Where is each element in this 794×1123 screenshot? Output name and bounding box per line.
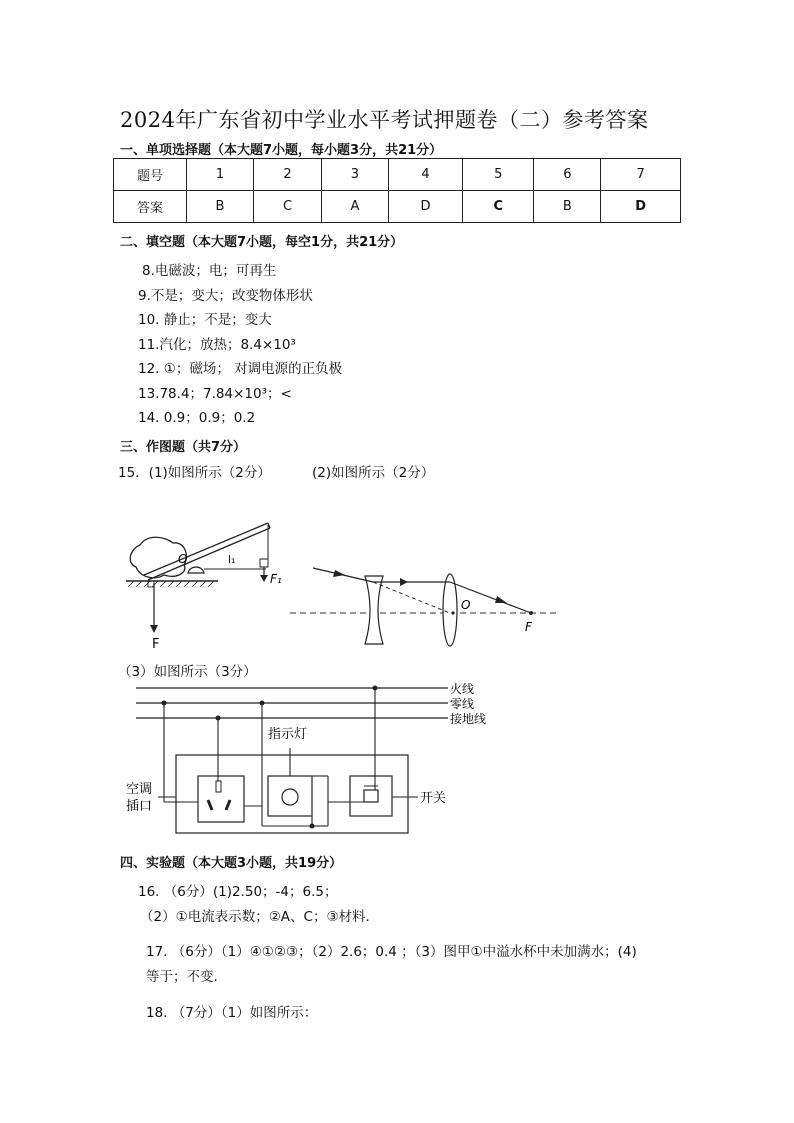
lever-label-O: O: [178, 552, 188, 566]
table-cell: C: [253, 191, 321, 223]
answer-line: 10. 静止；不是；变大: [138, 312, 272, 328]
table-cell: C: [463, 191, 534, 223]
table-row-answers: [114, 191, 681, 223]
q17-line-1: 17. （6分）（1）④①②③；（2）2.6；0.4 ；（3）图甲①中溢水杯中未加满水；(4): [146, 944, 637, 960]
lens-diagram: [285, 558, 570, 653]
switch-label: 开关: [420, 791, 447, 806]
lens-label-F: F: [525, 620, 532, 634]
indicator-lamp-label: 指示灯: [268, 727, 308, 742]
answer-line: 9.不是；变大；改变物体形状: [138, 288, 313, 304]
section-1-heading: 一、单项选择题（本大题7小题，每小题3分，共21分）: [120, 143, 443, 158]
neutral-wire-label: 零线: [450, 697, 475, 711]
socket-label-line2: 插口: [126, 799, 153, 814]
table-row-numbers: [114, 159, 681, 191]
q16-line-2: （2）①电流表示数；②A、C；③材料．: [140, 909, 380, 925]
table-cell: 5: [463, 159, 534, 191]
section-3-heading: 三、作图题（共7分）: [120, 440, 247, 455]
table-cell: B: [534, 191, 601, 223]
answer-line: 14. 0.9；0.9；0.2: [138, 410, 256, 426]
table-header-cell: 题号: [114, 159, 187, 191]
answer-line: 12. ①；磁场； 对调电源的正负极: [138, 361, 343, 377]
table-cell: A: [321, 191, 388, 223]
table-cell: 4: [388, 159, 462, 191]
lever-label-l1: l₁: [228, 553, 236, 566]
socket-label-line1: 空调: [126, 782, 153, 797]
live-wire-label: 火线: [450, 682, 475, 696]
ground-wire-label: 接地线: [450, 712, 487, 726]
table-cell: 7: [601, 159, 681, 191]
answer-line: 8.电磁波；电；可再生: [142, 263, 277, 279]
q16-line-1: 16. （6分）(1)2.50；-4；6.5；: [138, 884, 338, 900]
table-cell: D: [601, 191, 681, 223]
table-cell: 3: [321, 159, 388, 191]
table-cell: 1: [187, 159, 254, 191]
q17-line-2: 等于；不变.: [146, 969, 218, 985]
section-4-heading: 四、实验题（本大题3小题，共19分）: [120, 856, 343, 871]
answer-line: 13.78.4；7.84×10³；<: [138, 386, 292, 402]
q15-part2-label: (2)如图所示（2分）: [312, 465, 435, 481]
section-2-heading: 二、填空题（本大题7小题，每空1分，共21分）: [120, 235, 404, 250]
table-cell: 6: [534, 159, 601, 191]
q15-part1-label: 15．(1)如图所示（2分）: [118, 465, 271, 481]
q18-line-1: 18. （7分）（1）如图所示：: [146, 1005, 318, 1021]
q15-part3-label: （3）如图所示（3分）: [118, 664, 257, 680]
answer-table: [113, 158, 681, 223]
lever-label-F1: F₁: [270, 572, 282, 586]
table-cell: 2: [253, 159, 321, 191]
lens-label-O: O: [461, 598, 471, 612]
page-title: 2024年广东省初中学业水平考试押题卷（二）参考答案: [120, 108, 649, 132]
lever-label-F: F: [152, 637, 160, 652]
circuit-diagram: [118, 680, 498, 838]
table-cell: B: [187, 191, 254, 223]
lever-diagram: [118, 515, 288, 655]
table-cell: D: [388, 191, 462, 223]
answer-line: 11.汽化；放热；8.4×10³: [138, 337, 296, 353]
table-header-cell: 答案: [114, 191, 187, 223]
